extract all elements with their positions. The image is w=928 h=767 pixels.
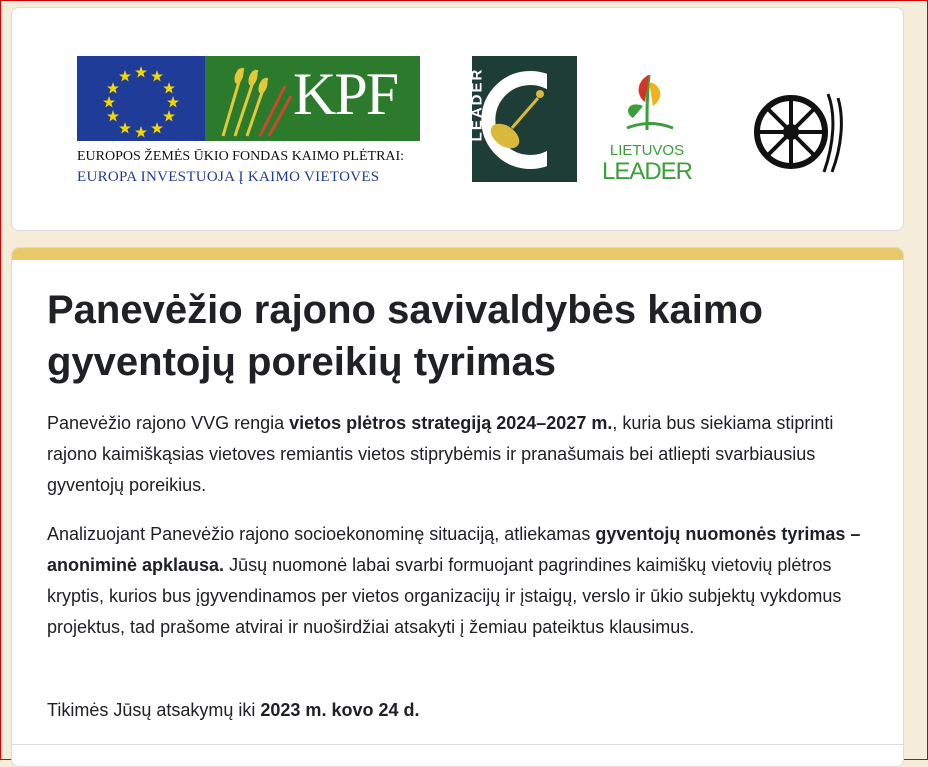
sprout-icon bbox=[597, 60, 697, 140]
eu-flag-icon bbox=[77, 56, 205, 141]
lt-leader-line1: LIETUVOS bbox=[609, 142, 685, 159]
wheat-icon bbox=[205, 56, 295, 141]
para1-text-post: , kuria bus siekiama stiprinti rajono kaimiškąsias vietoves remiantis vietos stiprybėmis ir pranašumais bei atliepti svarbiausius gyventojų poreikius. bbox=[47, 413, 834, 495]
accent-bar bbox=[12, 248, 903, 260]
form-header-card bbox=[11, 247, 904, 767]
description-paragraph-3 bbox=[47, 695, 877, 726]
para1-text-bold: vietos plėtros strategiją 2024–2027 m. bbox=[289, 413, 613, 433]
eu-kpf-logo bbox=[77, 56, 422, 186]
leader-logo bbox=[450, 56, 577, 182]
para3-text-pre: Tikimės Jūsų atsakymų iki bbox=[47, 700, 261, 720]
lietuvos-leader-logo bbox=[597, 60, 697, 188]
para2-text-post: Jūsų nuomonė labai svarbi formuojant pagrindines kaimiškų vietovių plėtros kryptis, kurios bus įgyvendinamos per vietos organizacijų ir įstaigų, verslo ir ūkio subjektų vykdomus projektus, tad prašome atvirai ir nuoširdžiai atsakyti į žemiau pateiktus klausimus. bbox=[47, 555, 842, 637]
section-divider bbox=[12, 744, 903, 745]
description-paragraph-2 bbox=[47, 519, 877, 643]
eu-caption-line2: EUROPA INVESTUOJA Į KAIMO VIETOVES bbox=[77, 169, 380, 185]
para2-text-pre: Analizuojant Panevėžio rajono socioekonominę situaciją, atliekamas bbox=[47, 524, 596, 544]
para3-text-bold: 2023 m. kovo 24 d. bbox=[260, 700, 420, 720]
cart-wheel-icon bbox=[724, 54, 859, 189]
leader-emblem-icon bbox=[450, 56, 577, 182]
header-banner-card bbox=[11, 7, 904, 231]
leader-label: LEADER bbox=[468, 67, 486, 142]
kpf-logo bbox=[205, 56, 420, 141]
description-paragraph-1 bbox=[47, 408, 877, 501]
para1-text-pre: Panevėžio rajono VVG rengia bbox=[47, 413, 290, 433]
form-title: Panevėžio rajono savivaldybės kaimo gyventojų poreikių tyrimas bbox=[47, 288, 763, 384]
para2-text-bold: gyventojų nuomonės tyrimas – anoniminė apklausa. bbox=[47, 524, 861, 575]
lt-leader-line2: LEADER bbox=[601, 158, 693, 185]
eu-caption-line1: EUROPOS ŽEMĖS ŪKIO FONDAS KAIMO PLĖTRAI: bbox=[77, 149, 405, 164]
kpf-label: KPF bbox=[293, 61, 398, 127]
vvg-seal-logo bbox=[724, 54, 859, 189]
